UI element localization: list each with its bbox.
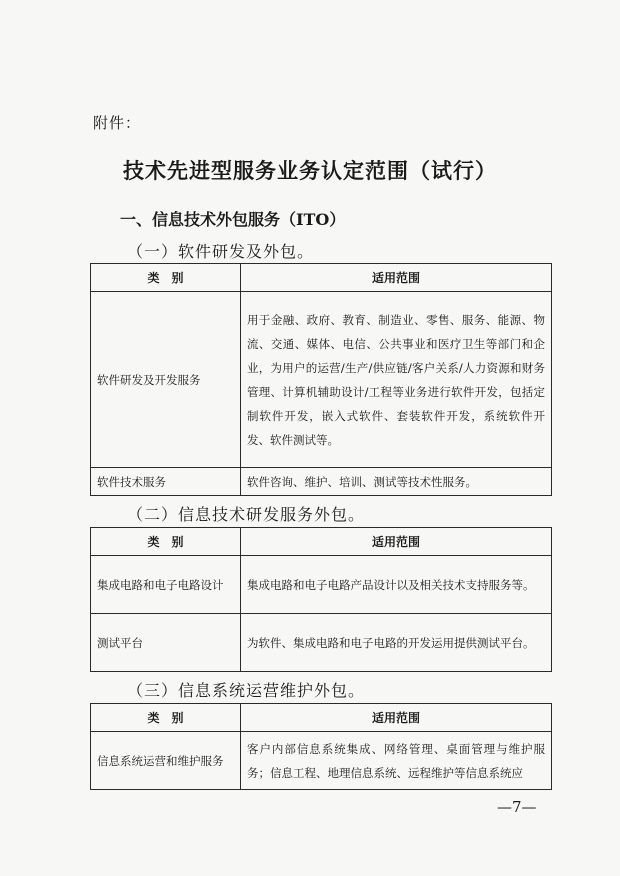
column-header-category: 类 别: [91, 528, 241, 556]
column-header-scope: 适用范围: [241, 704, 552, 732]
column-header-scope: 适用范围: [241, 264, 552, 292]
table-header-row: [91, 704, 552, 732]
row-category: 测试平台: [91, 614, 241, 672]
row-scope: 软件咨询、维护、培训、测试等技术性服务。: [241, 468, 552, 496]
subsection-heading-is-ops: （三）信息系统运营维护外包。: [127, 681, 366, 700]
column-header-scope: 适用范围: [241, 528, 552, 556]
table-row: [91, 468, 552, 496]
column-header-category: 类 别: [91, 704, 241, 732]
table-header-row: [91, 264, 552, 292]
subsection-heading-software: （一）软件研发及外包。: [127, 242, 315, 261]
row-category: 软件研发及开发服务: [91, 292, 241, 468]
table-header-row: [91, 528, 552, 556]
scope-table-software: [90, 263, 552, 496]
row-scope: 客户内部信息系统集成、网络管理、桌面管理与维护服务；信息工程、地理信息系统、远程维护等信息系统应: [241, 732, 552, 790]
scope-table-it-rd: [90, 527, 552, 672]
row-scope: 用于金融、政府、教育、制造业、零售、服务、能源、物流、交通、媒体、电信、公共事业和医疗卫生等部门和企业，为用户的运营/生产/供应链/客户关系/人力资源和财务管理、计算机辅助设计/工程等业务进行软件开发，包括定制软件开发，嵌入式软件、套装软件开发，系统软件开发、软件测试等。: [241, 292, 552, 468]
scope-table-is-ops: [90, 703, 552, 790]
row-category: 软件技术服务: [91, 468, 241, 496]
table-row: [91, 614, 552, 672]
page-number: —7—: [497, 798, 537, 816]
row-category: 集成电路和电子电路设计: [91, 556, 241, 614]
row-scope: 为软件、集成电路和电子电路的开发运用提供测试平台。: [241, 614, 552, 672]
row-category: 信息系统运营和维护服务: [91, 732, 241, 790]
table-row: [91, 556, 552, 614]
section-heading-ito: 一、信息技术外包服务（ITO）: [120, 210, 346, 229]
attachment-label: 附件：: [93, 114, 142, 132]
row-scope: 集成电路和电子电路产品设计以及相关技术支持服务等。: [241, 556, 552, 614]
subsection-heading-it-rd: （二）信息技术研发服务外包。: [127, 505, 366, 524]
table-row: [91, 732, 552, 790]
table-row: [91, 292, 552, 468]
document-title: 技术先进型服务业务认定范围（试行）: [123, 158, 497, 183]
column-header-category: 类 别: [91, 264, 241, 292]
